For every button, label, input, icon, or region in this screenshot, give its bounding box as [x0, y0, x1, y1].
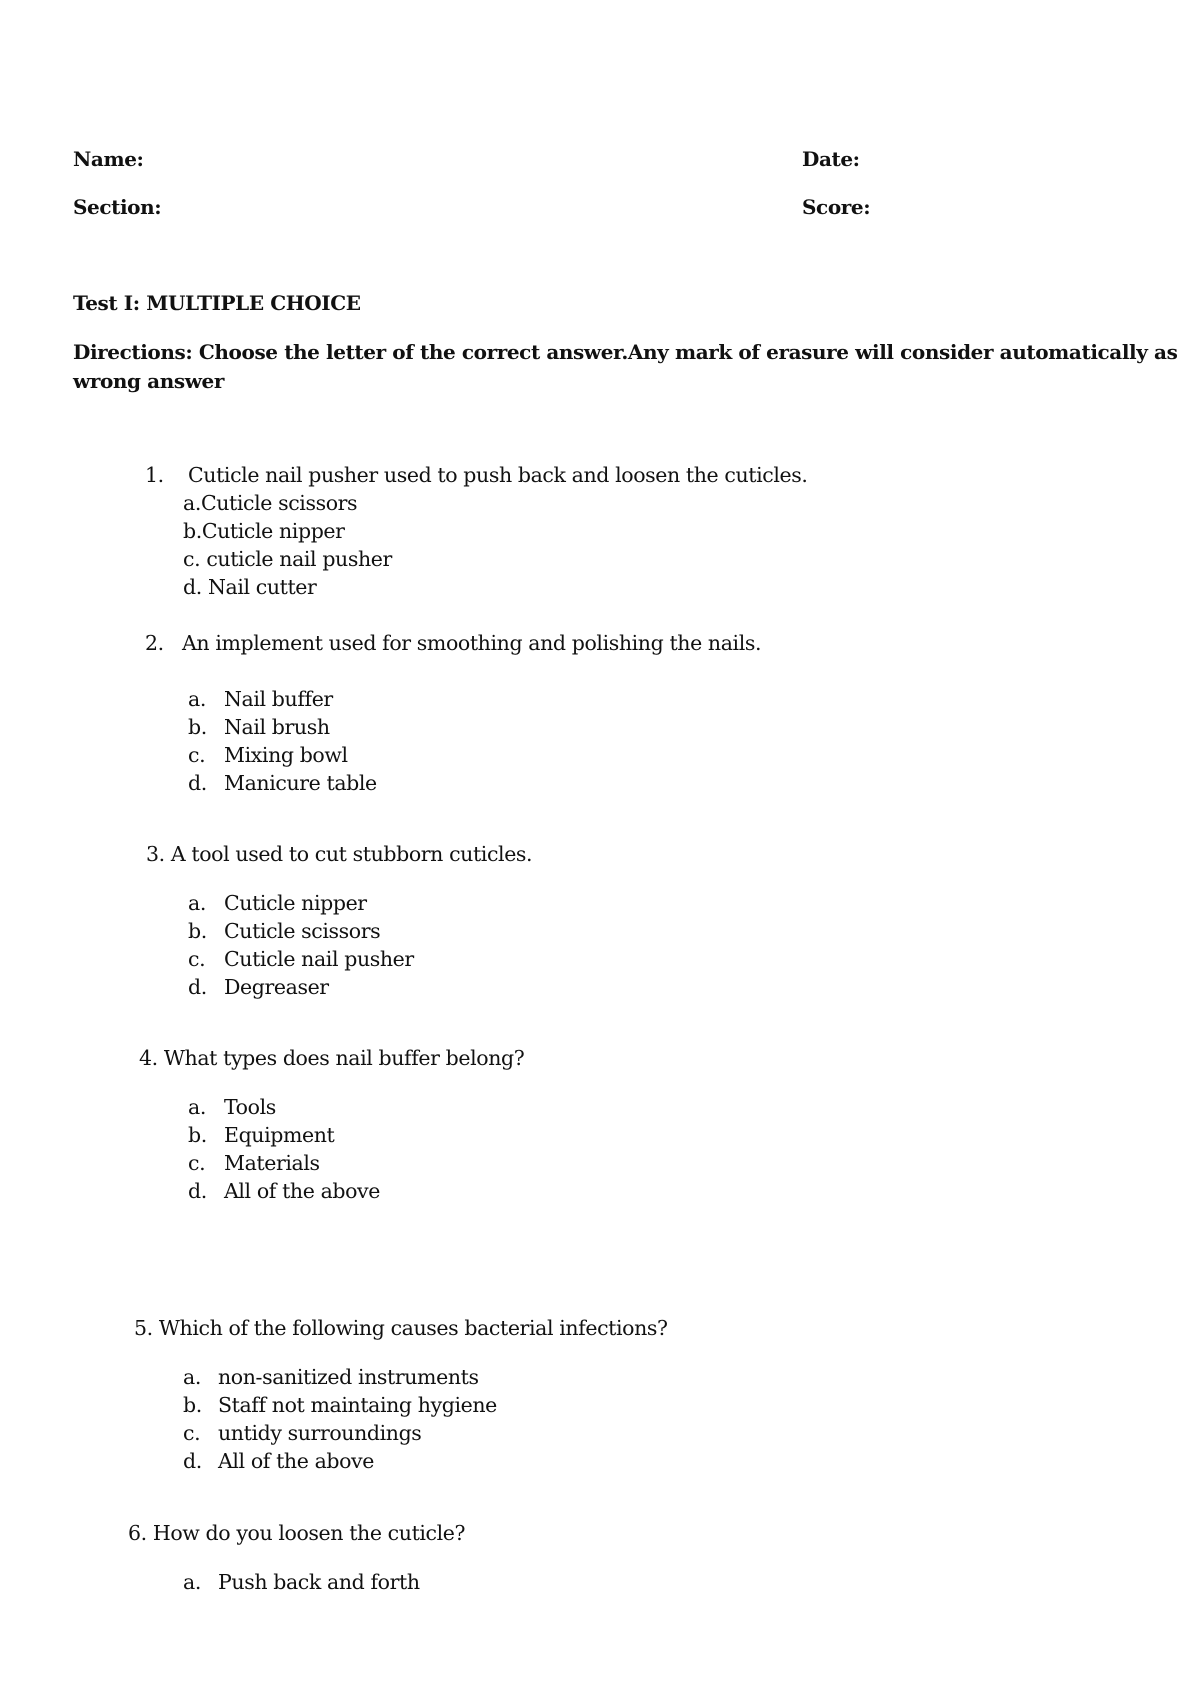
- question-text: An implement used for smoothing and polishing the nails.: [182, 631, 762, 655]
- option: Manicure table: [224, 771, 377, 795]
- question-text: 6. How do you loosen the cuticle?: [128, 1521, 466, 1545]
- option-letter: a.: [183, 1570, 201, 1594]
- directions-line-2: wrong answer: [73, 369, 225, 393]
- option-letter: a.: [188, 687, 206, 711]
- option: All of the above: [224, 1179, 380, 1203]
- score-label: Score:: [802, 195, 871, 219]
- option: Degreaser: [224, 975, 329, 999]
- question-number: 1.: [145, 463, 164, 487]
- option-letter: b.: [183, 1393, 202, 1417]
- option: Tools: [224, 1095, 276, 1119]
- option: All of the above: [218, 1449, 374, 1473]
- option: Nail buffer: [224, 687, 333, 711]
- question-text: 5. Which of the following causes bacterial infections?: [134, 1316, 668, 1340]
- option-letter: d.: [183, 1449, 202, 1473]
- option-letter: a.: [188, 891, 206, 915]
- question-number: 2.: [145, 631, 164, 655]
- option: Mixing bowl: [224, 743, 348, 767]
- option: Cuticle nipper: [224, 891, 367, 915]
- option-letter: c.: [188, 743, 206, 767]
- option-letter: c.: [183, 1421, 201, 1445]
- option: c. cuticle nail pusher: [183, 547, 392, 571]
- option: Nail brush: [224, 715, 330, 739]
- directions-line-1: Directions: Choose the letter of the correct answer.Any mark of erasure will consider automatically as: [73, 340, 1178, 364]
- name-label: Name:: [73, 147, 144, 171]
- question-text: 3. A tool used to cut stubborn cuticles.: [146, 842, 533, 866]
- option: b.Cuticle nipper: [183, 519, 345, 543]
- option: Push back and forth: [218, 1570, 420, 1594]
- option: a.Cuticle scissors: [183, 491, 358, 515]
- option: d. Nail cutter: [183, 575, 317, 599]
- option-letter: d.: [188, 1179, 207, 1203]
- option-letter: c.: [188, 1151, 206, 1175]
- option-letter: a.: [183, 1365, 201, 1389]
- test-title: Test I: MULTIPLE CHOICE: [73, 291, 361, 315]
- option: Cuticle nail pusher: [224, 947, 414, 971]
- option: non-sanitized instruments: [218, 1365, 479, 1389]
- question-text: Cuticle nail pusher used to push back and loosen the cuticles.: [188, 463, 808, 487]
- option-letter: d.: [188, 975, 207, 999]
- question-text: 4. What types does nail buffer belong?: [139, 1046, 525, 1070]
- option: Materials: [224, 1151, 320, 1175]
- section-label: Section:: [73, 195, 162, 219]
- option-letter: d.: [188, 771, 207, 795]
- option-letter: b.: [188, 715, 207, 739]
- option: Cuticle scissors: [224, 919, 381, 943]
- option-letter: a.: [188, 1095, 206, 1119]
- option-letter: c.: [188, 947, 206, 971]
- option-letter: b.: [188, 1123, 207, 1147]
- option: Staff not maintaing hygiene: [218, 1393, 497, 1417]
- option-letter: b.: [188, 919, 207, 943]
- date-label: Date:: [802, 147, 860, 171]
- option: untidy surroundings: [218, 1421, 422, 1445]
- option: Equipment: [224, 1123, 335, 1147]
